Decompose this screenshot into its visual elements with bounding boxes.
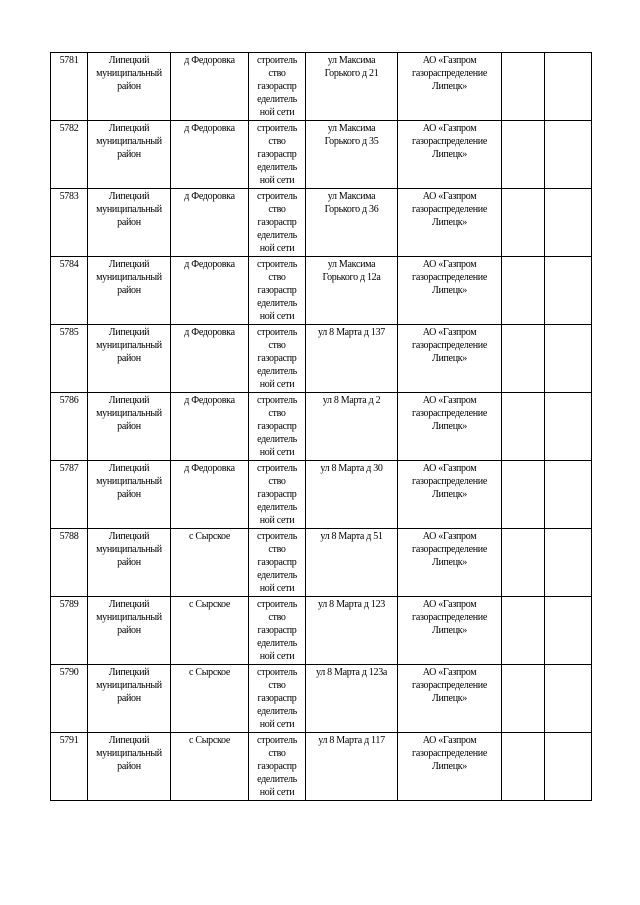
empty-cell [502, 189, 545, 257]
owner-cell [398, 733, 502, 801]
table-row [51, 53, 592, 121]
locality-cell-text: с Сырское [189, 667, 230, 678]
empty-cell [502, 53, 545, 121]
object-type-cell [249, 597, 306, 665]
record-number [51, 393, 88, 461]
object-type-cell-text: строитель ство газораспр еделитель ной сети [257, 259, 297, 322]
owner-cell-text: АО «Газпром газораспределение Липецк» [412, 395, 487, 432]
owner-cell-text: АО «Газпром газораспределение Липецк» [412, 327, 487, 364]
address-cell [306, 665, 398, 733]
district-cell [88, 325, 171, 393]
empty-cell [545, 325, 592, 393]
locality-cell [171, 325, 249, 393]
object-type-cell [249, 121, 306, 189]
locality-cell-text: с Сырское [189, 599, 230, 610]
object-type-cell [249, 733, 306, 801]
object-type-cell-text: строитель ство газораспр еделитель ной сети [257, 667, 297, 730]
empty-cell [502, 257, 545, 325]
locality-cell-text: д Федоровка [184, 395, 235, 406]
empty-cell [545, 733, 592, 801]
locality-cell-text: д Федоровка [184, 55, 235, 66]
address-cell-text: ул 8 Марта д 2 [322, 395, 381, 406]
record-number-text: 5786 [59, 395, 79, 406]
address-cell-text: ул 8 Марта д 123 [318, 599, 385, 610]
owner-cell [398, 529, 502, 597]
owner-cell [398, 257, 502, 325]
address-cell-text: ул 8 Марта д 117 [318, 735, 385, 746]
empty-cell [545, 665, 592, 733]
district-cell [88, 189, 171, 257]
object-type-cell [249, 393, 306, 461]
record-number-text: 5782 [59, 123, 79, 134]
district-cell [88, 529, 171, 597]
address-cell [306, 325, 398, 393]
district-cell-text: Липецкий муниципальный район [96, 259, 162, 296]
owner-cell-text: АО «Газпром газораспределение Липецк» [412, 191, 487, 228]
empty-cell [502, 529, 545, 597]
district-cell [88, 461, 171, 529]
locality-cell [171, 529, 249, 597]
object-type-cell-text: строитель ство газораспр еделитель ной сети [257, 123, 297, 186]
record-number-text: 5789 [59, 599, 79, 610]
table-row [51, 597, 592, 665]
empty-cell [502, 393, 545, 461]
table-row [51, 189, 592, 257]
address-cell [306, 257, 398, 325]
record-number [51, 665, 88, 733]
locality-cell-text: с Сырское [189, 735, 230, 746]
owner-cell [398, 597, 502, 665]
address-cell-text: ул Максима Горького д 36 [324, 191, 379, 215]
address-cell [306, 53, 398, 121]
locality-cell-text: с Сырское [189, 531, 230, 542]
object-type-cell [249, 461, 306, 529]
record-number [51, 597, 88, 665]
record-number [51, 257, 88, 325]
empty-cell [502, 325, 545, 393]
object-type-cell-text: строитель ство газораспр еделитель ной сети [257, 599, 297, 662]
table-row [51, 665, 592, 733]
object-type-cell [249, 325, 306, 393]
district-cell-text: Липецкий муниципальный район [96, 55, 162, 92]
owner-cell [398, 121, 502, 189]
record-number [51, 529, 88, 597]
district-cell-text: Липецкий муниципальный район [96, 191, 162, 228]
record-number-text: 5783 [59, 191, 79, 202]
address-cell [306, 461, 398, 529]
district-cell-text: Липецкий муниципальный район [96, 735, 162, 772]
address-cell [306, 733, 398, 801]
locality-cell-text: д Федоровка [184, 327, 235, 338]
owner-cell-text: АО «Газпром газораспределение Липецк» [412, 259, 487, 296]
owner-cell [398, 325, 502, 393]
table-row [51, 325, 592, 393]
empty-cell [545, 393, 592, 461]
district-cell [88, 257, 171, 325]
address-cell-text: ул 8 Марта д 137 [318, 327, 385, 338]
owner-cell-text: АО «Газпром газораспределение Липецк» [412, 735, 487, 772]
table-row [51, 257, 592, 325]
empty-cell [545, 257, 592, 325]
locality-cell-text: д Федоровка [184, 463, 235, 474]
district-cell [88, 733, 171, 801]
district-cell [88, 53, 171, 121]
object-type-cell [249, 189, 306, 257]
locality-cell [171, 461, 249, 529]
address-cell-text: ул Максима Горького д 35 [324, 123, 379, 147]
empty-cell [502, 597, 545, 665]
district-cell-text: Липецкий муниципальный район [96, 599, 162, 636]
record-number [51, 121, 88, 189]
locality-cell [171, 665, 249, 733]
owner-cell [398, 53, 502, 121]
record-number-text: 5790 [59, 667, 79, 678]
object-type-cell-text: строитель ство газораспр еделитель ной сети [257, 735, 297, 798]
address-cell-text: ул 8 Марта д 30 [320, 463, 383, 474]
record-number-text: 5784 [59, 259, 79, 270]
empty-cell [502, 733, 545, 801]
locality-cell [171, 597, 249, 665]
district-cell-text: Липецкий муниципальный район [96, 463, 162, 500]
locality-cell-text: д Федоровка [184, 123, 235, 134]
empty-cell [545, 189, 592, 257]
object-type-cell [249, 257, 306, 325]
owner-cell-text: АО «Газпром газораспределение Липецк» [412, 599, 487, 636]
table-row [51, 529, 592, 597]
object-type-cell-text: строитель ство газораспр еделитель ной сети [257, 463, 297, 526]
table-row [51, 121, 592, 189]
address-cell-text: ул 8 Марта д 51 [320, 531, 383, 542]
record-number [51, 53, 88, 121]
owner-cell-text: АО «Газпром газораспределение Липецк» [412, 123, 487, 160]
locality-cell [171, 121, 249, 189]
address-cell-text: ул Максима Горького д 21 [324, 55, 379, 79]
district-cell [88, 121, 171, 189]
district-cell-text: Липецкий муниципальный район [96, 531, 162, 568]
record-number-text: 5785 [59, 327, 79, 338]
empty-cell [502, 461, 545, 529]
owner-cell-text: АО «Газпром газораспределение Липецк» [412, 667, 487, 704]
address-cell [306, 597, 398, 665]
object-type-cell-text: строитель ство газораспр еделитель ной сети [257, 191, 297, 254]
empty-cell [545, 121, 592, 189]
owner-cell [398, 665, 502, 733]
address-cell-text: ул 8 Марта д 123а [315, 667, 388, 678]
record-number-text: 5791 [59, 735, 79, 746]
object-type-cell-text: строитель ство газораспр еделитель ной сети [257, 327, 297, 390]
record-number-text: 5788 [59, 531, 79, 542]
record-number [51, 189, 88, 257]
empty-cell [502, 665, 545, 733]
locality-cell [171, 257, 249, 325]
object-type-cell-text: строитель ство газораспр еделитель ной сети [257, 395, 297, 458]
owner-cell-text: АО «Газпром газораспределение Липецк» [412, 463, 487, 500]
object-type-cell [249, 53, 306, 121]
record-number-text: 5787 [59, 463, 79, 474]
object-type-cell-text: строитель ство газораспр еделитель ной сети [257, 531, 297, 594]
record-number [51, 461, 88, 529]
record-number [51, 325, 88, 393]
owner-cell-text: АО «Газпром газораспределение Липецк» [412, 55, 487, 92]
district-cell [88, 665, 171, 733]
locality-cell [171, 393, 249, 461]
owner-cell [398, 393, 502, 461]
empty-cell [545, 529, 592, 597]
empty-cell [545, 461, 592, 529]
address-cell [306, 189, 398, 257]
locality-cell-text: д Федоровка [184, 191, 235, 202]
address-cell [306, 393, 398, 461]
table-row [51, 393, 592, 461]
district-cell-text: Липецкий муниципальный район [96, 667, 162, 704]
district-cell [88, 393, 171, 461]
object-type-cell-text: строитель ство газораспр еделитель ной сети [257, 55, 297, 118]
district-cell-text: Липецкий муниципальный район [96, 395, 162, 432]
object-type-cell [249, 665, 306, 733]
record-number [51, 733, 88, 801]
owner-cell-text: АО «Газпром газораспределение Липецк» [412, 531, 487, 568]
record-number-text: 5781 [59, 55, 79, 66]
empty-cell [545, 53, 592, 121]
empty-cell [502, 121, 545, 189]
object-type-cell [249, 529, 306, 597]
address-cell-text: ул Максима Горького д 12а [322, 259, 381, 283]
locality-cell [171, 53, 249, 121]
owner-cell [398, 461, 502, 529]
table-row [51, 733, 592, 801]
locality-cell [171, 189, 249, 257]
owner-cell [398, 189, 502, 257]
locality-cell [171, 733, 249, 801]
empty-cell [545, 597, 592, 665]
locality-cell-text: д Федоровка [184, 259, 235, 270]
registry-table [50, 52, 592, 801]
address-cell [306, 529, 398, 597]
district-cell [88, 597, 171, 665]
district-cell-text: Липецкий муниципальный район [96, 123, 162, 160]
district-cell-text: Липецкий муниципальный район [96, 327, 162, 364]
table-row [51, 461, 592, 529]
address-cell [306, 121, 398, 189]
